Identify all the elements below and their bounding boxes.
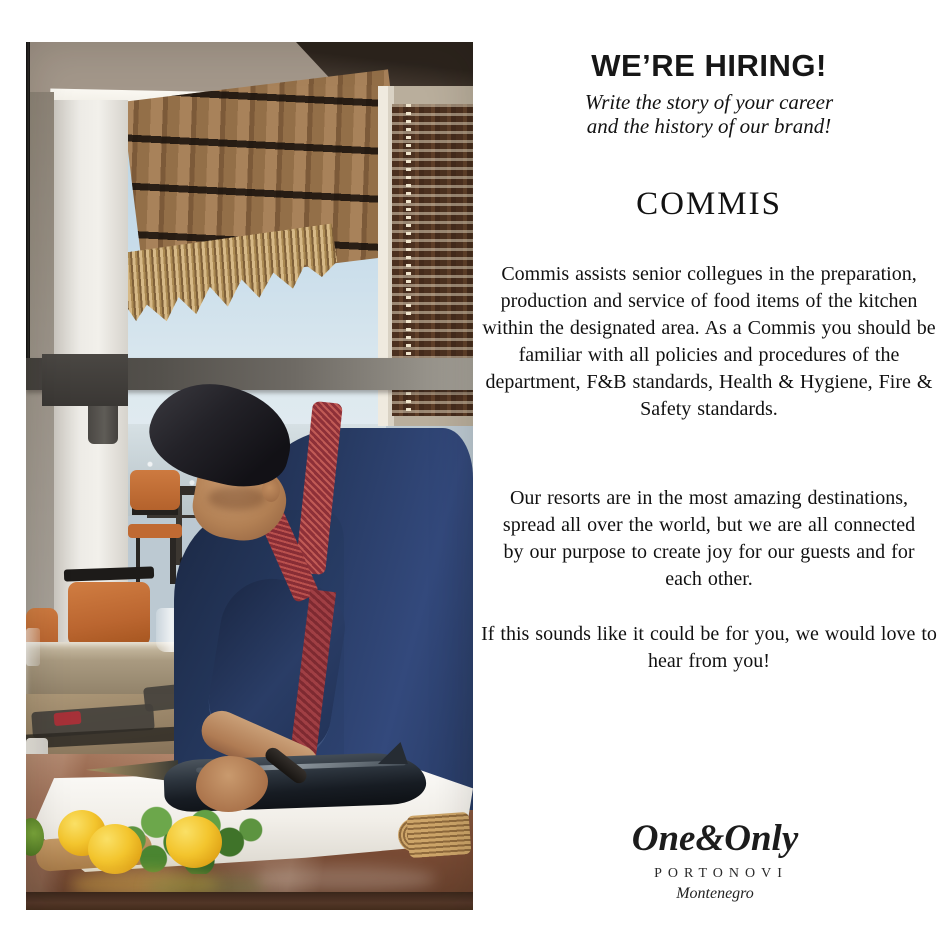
call-to-action: If this sounds like it could be for you, we would love to hear from you!	[481, 623, 937, 672]
job-title: COMMIS	[636, 186, 782, 222]
hiring-headline: WE’RE HIRING!	[591, 48, 827, 83]
chef-photo	[26, 42, 473, 910]
property-name: PORTONOVI	[654, 866, 788, 881]
culture-paragraph: Our resorts are in the most amazing destinations, spread all over the world, but we are all connected by our purpose to create joy for our guests and for each other.	[502, 487, 916, 590]
property-location: Montenegro	[676, 885, 754, 902]
job-description: Commis assists senior collegues in the preparation, production and service of food items of the kitchen within the designated area. As a Commis you should be familiar with all policies and procedures of the department, F&B standards, Health & Hygiene, Fire & Safety standards.	[482, 263, 936, 420]
tagline-line-1: Write the story of your career	[584, 90, 834, 114]
tagline-line-2: and the history of our brand!	[586, 114, 832, 138]
brand-logo: One&Only	[631, 818, 799, 859]
tagline	[476, 90, 942, 138]
photo-vignette	[26, 42, 473, 910]
